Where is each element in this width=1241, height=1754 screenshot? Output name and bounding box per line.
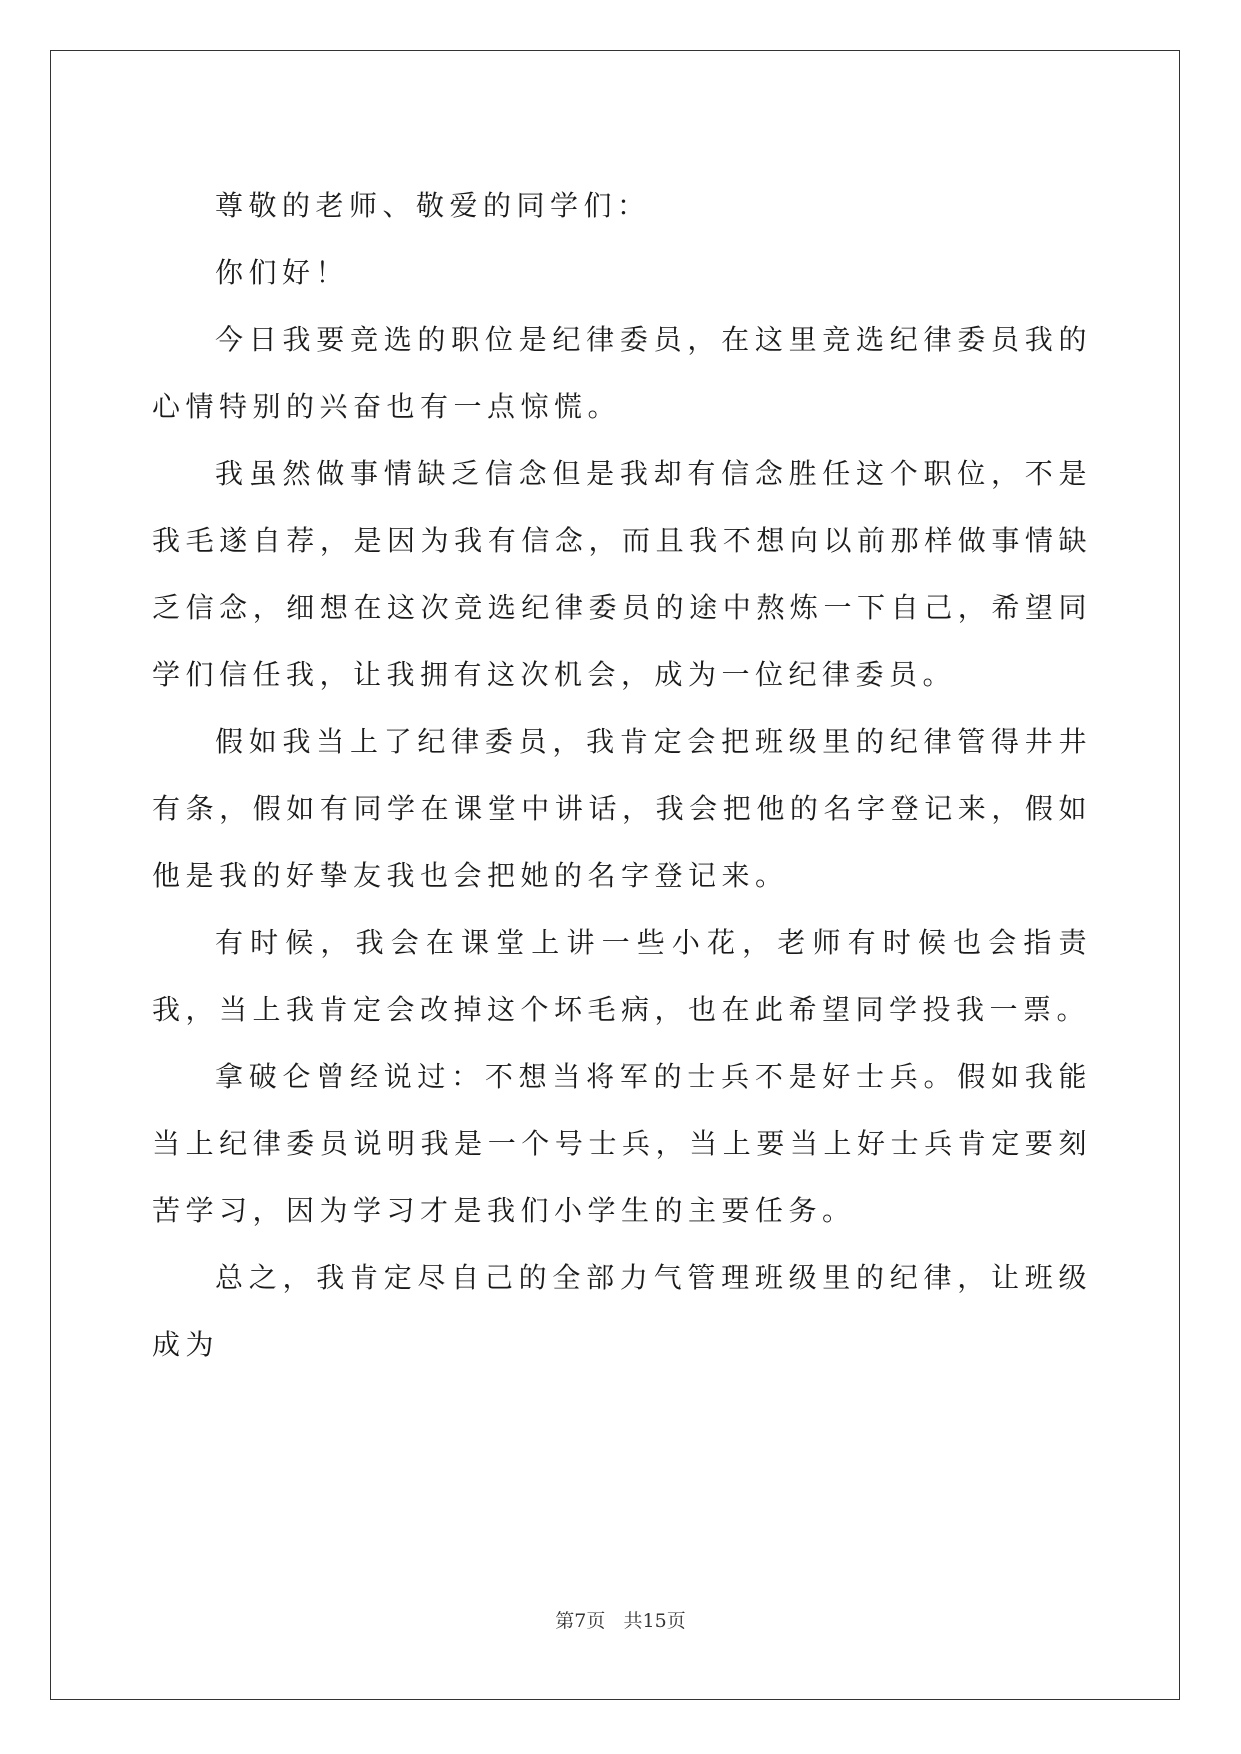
- paragraph: 拿破仑曾经说过：不想当将军的士兵不是好士兵。假如我能当上纪律委员说明我是一个号士兵，当上要当上好士兵肯定要刻苦学习，因为学习才是我们小学生的主要任务。: [152, 1060, 1092, 1227]
- paragraph: 今日我要竞选的职位是纪律委员，在这里竞选纪律委员我的心情特别的兴奋也有一点惊慌。: [152, 323, 1092, 423]
- salutation: 尊敬的老师、敬爱的同学们：: [215, 189, 651, 222]
- paragraph: 我虽然做事情缺乏信念但是我却有信念胜任这个职位，不是我毛遂自荐，是因为我有信念，而且我不想向以前那样做事情缺乏信念，细想在这次竞选纪律委员的途中熬炼一下自己，希望同学们信任我，让我拥有这次机会，成为一位纪律委员。: [152, 457, 1092, 691]
- page-number: 第7页: [555, 1610, 606, 1632]
- page-total: 共15页: [623, 1610, 686, 1632]
- document-body: [152, 172, 1092, 1378]
- paragraph: 总之，我肯定尽自己的全部力气管理班级里的纪律，让班级成为: [152, 1261, 1092, 1361]
- paragraph: 假如我当上了纪律委员，我肯定会把班级里的纪律管得井井有条，假如有同学在课堂中讲话，我会把他的名字登记来，假如他是我的好挚友我也会把她的名字登记来。: [152, 725, 1092, 892]
- page-footer: [0, 1606, 1241, 1633]
- greeting: 你们好！: [215, 256, 350, 289]
- paragraph: 有时候，我会在课堂上讲一些小花，老师有时候也会指责我，当上我肯定会改掉这个坏毛病，也在此希望同学投我一票。: [152, 926, 1092, 1026]
